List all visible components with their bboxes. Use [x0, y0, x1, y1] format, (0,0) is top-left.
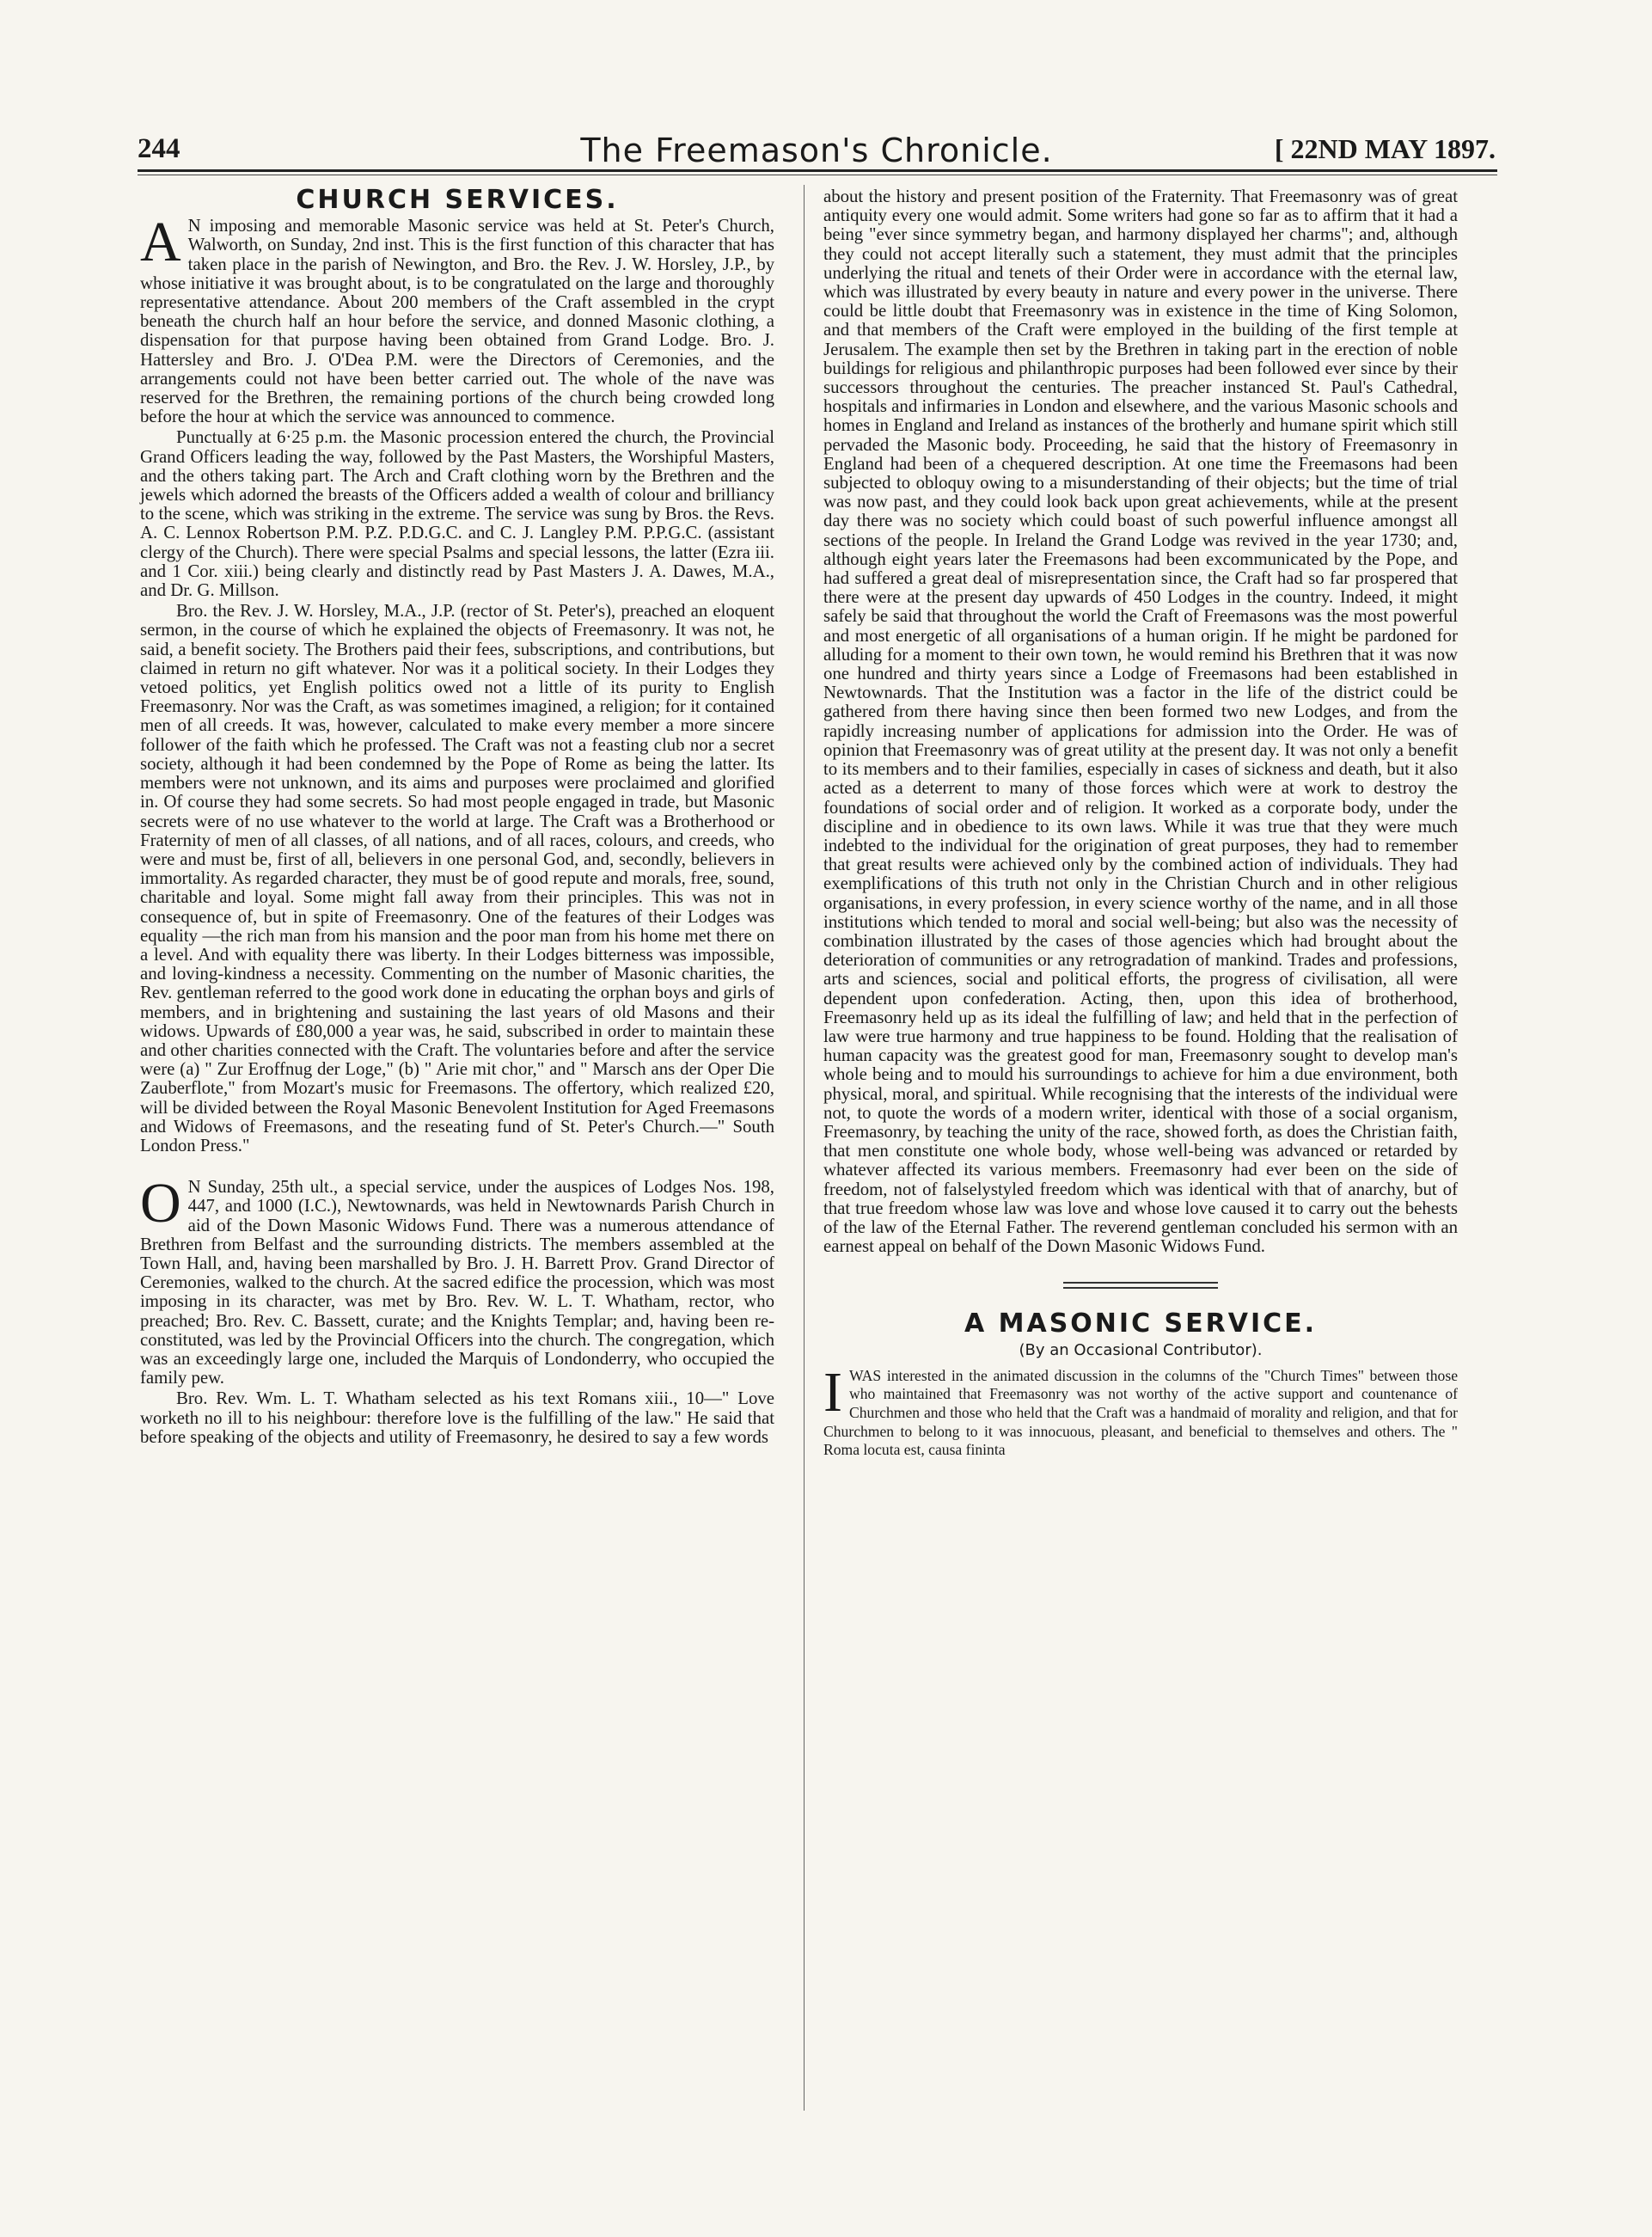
page-number: 244	[138, 133, 180, 164]
paragraph-gap	[140, 1155, 774, 1178]
drop-cap: I	[823, 1360, 842, 1424]
article-paragraph	[823, 1360, 1458, 1460]
byline: (By an Occasional Contributor).	[1019, 1340, 1263, 1359]
journal-title: The Freemason's Chronicle.	[580, 132, 1053, 169]
paragraph-text: N Sunday, 25th ult., a special service, under the auspices of Lodges Nos. 198, 447, and 1000 (I.C.), Newtownards, was held in Newtownards Parish Church in aid of the Down Masonic Widows Fund. There was a numerous attendance of Brethren from Belfast and the surrounding districts. The members assembled at the Town Hall, and, having been marshalled by Bro. J. H. Barrett Prov. Grand Director of Ceremonies, walked to the church. At the sacred edifice the procession, which was most imposing in its character, was met by Bro. Rev. W. L. T. Whatham, rector, who preached; Bro. Rev. C. Bassett, curate; and the Knights Templar; and, having been re-constituted, was led by the Provincial Officers into the church. The congregation, which was an exceedingly large one, included the Marquis of Londonderry, who occupied the family pew.	[140, 1177, 774, 1388]
article-paragraph	[140, 1172, 774, 1388]
section-divider	[1063, 1282, 1218, 1289]
article-paragraph: Bro. Rev. Wm. L. T. Whatham selected as his text Romans xiii., 10—" Love worketh no ill to his neighbour: therefore love is the fulfilling of the law." He said that before speaking of the objects and utility of Freemasonry, he desired to say a few words	[140, 1388, 774, 1447]
article-heading-masonic-service: A MASONIC SERVICE.	[964, 1308, 1318, 1339]
divider-line	[1063, 1287, 1218, 1289]
paragraph-text: WAS interested in the animated discussion in the columns of the "Church Times" between those who maintained that Freemasonry was not worthy of the active support and countenance of Churchmen and those who held that the Craft was a handmaid of morality and religion, and that for Churchmen to belong to it was innocuous, pleasant, and beneficial to themselves and others. The " Roma locuta est, causa fininta	[823, 1366, 1458, 1459]
left-column	[140, 187, 774, 1447]
drop-cap: O	[140, 1172, 181, 1235]
drop-cap: A	[140, 211, 181, 274]
paragraph-text: N imposing and memorable Masonic service was held at St. Peter's Church, Walworth, on Sunday, 2nd inst. This is the first function of this character that has taken place in the parish of Newington, and Bro. the Rev. J. W. Horsley, J.P., by whose initiative it was brought about, is to be congratulated on the large and thoroughly representative attendance. About 200 members of the Craft assembled in the crypt beneath the church half an hour before the service, and donned Masonic clothing, a dispensation for that purpose having been obtained from Grand Lodge. Bro. J. Hattersley and Bro. J. O'Dea P.M. were the Directors of Ceremonies, and the arrangements could not have been better carried out. The whole of the nave was reserved for the Brethren, the remaining portions of the church being crowded long before the hour at which the service was announced to commence.	[140, 216, 774, 427]
header-rule	[138, 169, 1497, 172]
column-divider	[804, 185, 805, 2111]
divider-line	[1063, 1282, 1218, 1284]
right-column	[823, 187, 1458, 1460]
article-paragraph: Punctually at 6·25 p.m. the Masonic procession entered the church, the Provincial Grand Officers leading the way, followed by the Past Masters, the Worshipful Masters, and the others taking part. The Arch and Craft clothing worn by the Brethren and the jewels which adorned the breasts of the Officers added a wealth of colour and brilliancy to the scene, which was striking in the extreme. The service was sung by Bros. the Revs. A. C. Lennox Robertson P.M. P.Z. P.D.G.C. and C. J. Langley P.M. P.P.G.C. (assistant clergy of the Church). There were special Psalms and special lessons, the latter (Ezra iii. and 1 Cor. xiii.) being clearly and distinctly read by Past Masters J. A. Dawes, M.A., and Dr. G. Millson.	[140, 427, 774, 601]
article-paragraph	[140, 211, 774, 427]
article-paragraph: about the history and present position of the Fraternity. That Freemasonry was of great antiquity every one would admit. Some writers had gone so far as to affirm that it had a being "ever since symmetry began, and harmony displayed her charms"; and, although they could not accept literally such a statement, they must admit that the principles underlying the ritual and tenets of their Order were in accordance with the eternal law, which was illustrated by every beauty in nature and every power in the universe. There could be little doubt that Freemasonry was in existence in the time of King Solomon, and that members of the Craft were employed in the building of the first temple at Jerusalem. The example then set by the Brethren in taking part in the erection of noble buildings for religious and philanthropic purposes had been followed ever since by their successors throughout the centuries. The preacher instanced St. Paul's Cathedral, hospitals and infirmaries in London and elsewhere, and the various Masonic schools and homes in England and Ireland as instances of the brotherly and humane spirit which still pervaded the Masonic body. Proceeding, he said that the history of Freemasonry in England had been of a chequered description. At one time the Freemasons had been subjected to obloquy owing to a misunderstanding of their objects; but the time of trial was now past, and they could look back upon great achievements, while at the present day there was no society which could boast of such powerful influence amongst all sections of the people. In Ireland the Grand Lodge was revived in the year 1730; and, although eight years later the Freemasons had been excommunicated by the Pope, and had suffered a great deal of misrepresentation since, the Craft had so far prospered that there were at the present day upwards of 450 Lodges in the country. Indeed, it might safely be said that throughout the world the Craft of Freemasons was the most powerful and most energetic of all organisations of a human origin. If he might be pardoned for alluding for a moment to their own town, he would remind his Brethren that it was now one hundred and thirty years since a Lodge of Freemasons had been established in Newtownards. That the Institution was a factor in the life of the district could be gathered from there having since then been formed two new Lodges, and from the rapidly increasing number of applications for admission into the Order. He was of opinion that Freemasonry was of great utility at the present day. It was not only a benefit to its members and to their families, especially in cases of sickness and death, but it also acted as a deterrent to many of those forces which were at work to destroy the foundations of social order and of religion. It worked as a corporate body, under the discipline and in obedience to its own laws. While it was true that they were much indebted to the individual for the origination of great purposes, they had to remember that great results were achieved only by the combined action of individuals. They had exemplifications of this truth not only in the Christian Church and in other religious organisations, in every profession, in every science worthy of the name, and in all those institutions which tended to moral and social well-being; but also was the necessity of combination illustrated by the cases of those agencies which had brought about the deterioration of communities or any retrogradation of mankind. Trades and professions, arts and sciences, social and political efforts, the progress of civilisation, all were dependent upon confederation. Acting, then, upon this idea of brotherhood, Freemasonry held up as its ideal the fulfilling of law; and held that in the perfection of law were true harmony and true happiness to be found. Holding that the realisation of human capacity was the greatest good for man, Freemasonry sought to develop man's whole being and to mould his surroundings to achieve for him a due environment, both physical, moral, and spiritual. While recognising that the interests of the individual were not, to quote the words of a modern writer, identical with those of a social organism, Freemasonry, by teaching the unity of the race, showed forth, as does the Christian faith, that men constitute one whole body, whose well-being was advanced or retarded by whatever affected its various members. Freemasonry had ever been on the side of freedom, not of falselystyled freedom which was identical with that of anarchy, but of that true freedom whose law was love and whose love caused it to carry out the behests of the law of the Eternal Father. The reverend gentleman concluded his sermon with an earnest appeal on behalf of the Down Masonic Widows Fund.	[823, 187, 1458, 1257]
issue-date: [ 22ND MAY 1897.	[1274, 133, 1496, 164]
masthead	[138, 133, 1496, 168]
article-heading-church-services: CHURCH SERVICES.	[296, 185, 619, 215]
article-paragraph: Bro. the Rev. J. W. Horsley, M.A., J.P. (rector of St. Peter's), preached an eloquent sermon, in the course of which he explained the objects of Freemasonry. It was not, he said, a benefit society. The Brothers paid their fees, subscriptions, and contributions, but claimed in return no gift whatever. Nor was it a political society. In their Lodges they vetoed politics, yet English politics owed not a little of its purity to English Freemasonry. Nor was the Craft, as was sometimes imagined, a religion; for it contained men of all creeds. It was, however, calculated to make every member a more sincere follower of the faith which he professed. The Craft was not a feasting club nor a secret society, although it had been condemned by the Pope of Rome as being the latter. Its members were not unknown, and its aims and purposes were proclaimed and glorified in. Of course they had some secrets. So had most people engaged in trade, but Masonic secrets were of no use whatever to the world at large. The Craft was a Brotherhood or Fraternity of men of all classes, of all nations, and of all races, colours, and creeds, who were and must be, first of all, believers in one personal God, and, secondly, believers in immortality. As regarded character, they must be of good repute and morals, free, sound, charitable and loyal. Some might fall away from their principles. This was not in consequence of, but in spite of Freemasonry. One of the features of their Lodges was equality —the rich man from his mansion and the poor man from his home met there on a level. And with equality there was liberty. In their Lodges bitterness was impossible, and loving-kindness a necessity. Commenting on the number of Masonic charities, the Rev. gentleman referred to the good work done in educating the orphan boys and girls of members, and in brightening and sustaining the last years of old Masons and their widows. Upwards of £80,000 a year was, he said, subscribed in order to maintain these and other charities connected with the Craft. The voluntaries before and after the service were (a) " Zur Eroffnug der Loge," (b) " Arie mit chor," and " Marsch ans der Oper Die Zauberflote," from Mozart's music for Freemasons. The offertory, which realized £20, will be divided between the Royal Masonic Benevolent Institution for Aged Freemasons and Widows of Freemasons, and the reseating fund of St. Peter's Church.—" South London Press."	[140, 601, 774, 1155]
